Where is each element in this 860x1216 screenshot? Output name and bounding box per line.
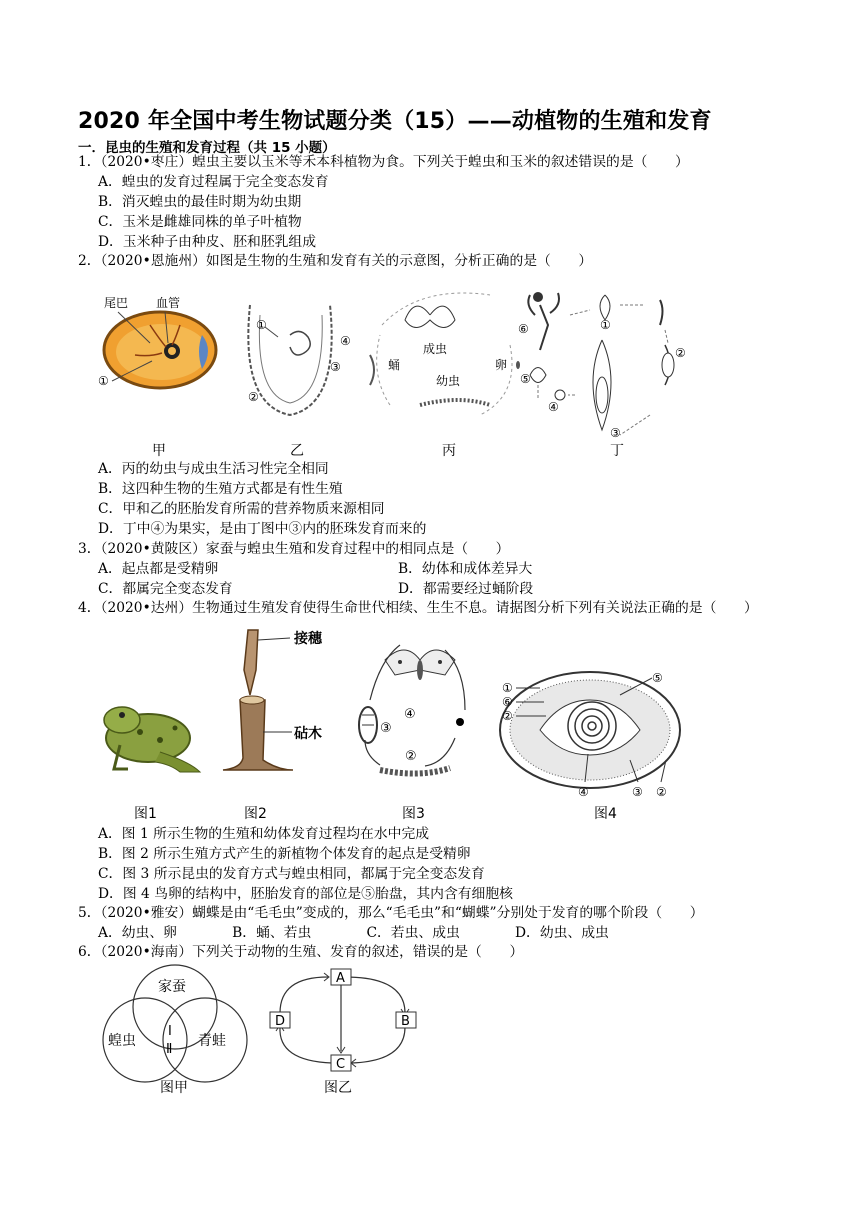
label-tu1: 图1 xyxy=(134,806,157,822)
q3-option-a: A．起点都是受精卵 xyxy=(98,561,219,577)
section-heading: 一．昆虫的生殖和发育过程（共 15 小题） xyxy=(78,140,336,156)
q4-figure xyxy=(100,620,700,825)
q1-option-c: C．玉米是雌雄同株的单子叶植物 xyxy=(98,214,302,230)
q2-stem: 2．（2020•恩施州）如图是生物的生殖和发育有关的示意图，分析正确的是（ ） xyxy=(78,253,593,269)
label-yi: 乙 xyxy=(290,443,304,459)
butterfly-cycle xyxy=(370,293,520,415)
q3-option-b: B．幼体和成体差异大 xyxy=(398,561,533,577)
q1-option-b: B．消灭蝗虫的最佳时期为幼虫期 xyxy=(98,194,302,210)
q6-figure xyxy=(100,965,440,1100)
svg-text:②: ② xyxy=(502,709,513,723)
cycle-diagram xyxy=(270,969,416,1096)
svg-text:②: ② xyxy=(405,749,417,764)
q4-option-a: A．图 1 所示生物的生殖和幼体发育过程均在水中完成 xyxy=(98,826,430,842)
svg-text:②: ② xyxy=(656,785,667,799)
label-xueguan: 血管 xyxy=(156,296,181,310)
q6-stem: 6．（2020•海南）下列关于动物的生殖、发育的叙述，错误的是（ ） xyxy=(78,944,524,960)
svg-text:④: ④ xyxy=(404,707,416,722)
q2-option-c: C．甲和乙的胚胎发育所需的营养物质来源相同 xyxy=(98,501,385,517)
q3-option-c: C．都属完全变态发育 xyxy=(98,581,233,597)
egg-diagram xyxy=(98,296,216,388)
svg-text:B: B xyxy=(401,1014,410,1029)
q1-option-d: D．玉米种子由种皮、胚和胚乳组成 xyxy=(98,234,317,250)
svg-text:②: ② xyxy=(248,390,259,404)
uterus-diagram xyxy=(248,305,351,415)
label-yong: 蛹 xyxy=(388,358,401,372)
label-tujia: 图甲 xyxy=(160,1080,188,1096)
svg-text:C: C xyxy=(336,1057,346,1072)
label-huangchong: 蝗虫 xyxy=(108,1033,136,1049)
q5-stem: 5．（2020•雅安）蝴蝶是由“毛毛虫”变成的，那么“毛毛虫”和“蝴蝶”分别处于发育的哪个阶段（ ） xyxy=(78,905,704,921)
svg-text:③: ③ xyxy=(632,785,643,799)
page-title: 2020 年全国中考生物试题分类（15）——动植物的生殖和发育 xyxy=(78,109,712,134)
svg-text:①: ① xyxy=(502,681,513,695)
q3-option-d: D．都需要经过蛹阶段 xyxy=(398,581,534,597)
q2-option-a: A．丙的幼虫与成虫生活习性完全相同 xyxy=(98,461,329,477)
venn-diagram xyxy=(103,965,247,1096)
label-luan: 卵 xyxy=(495,358,508,372)
svg-text:④: ④ xyxy=(578,785,589,799)
svg-text:⑤: ⑤ xyxy=(520,372,531,386)
svg-text:⑤: ⑤ xyxy=(652,671,663,685)
q4-option-c: C．图 3 所示昆虫的发育方式与蝗虫相同，都属于完全变态发育 xyxy=(98,866,485,882)
label-zhanmu: 砧木 xyxy=(294,726,322,742)
label-tu3: 图3 xyxy=(402,806,425,822)
frog-image xyxy=(104,707,200,772)
label-tu2: 图2 xyxy=(244,806,267,822)
label-chengchong: 成虫 xyxy=(423,342,448,356)
label-tuyi: 图乙 xyxy=(324,1080,352,1096)
svg-text:⑥: ⑥ xyxy=(502,695,513,709)
svg-text:①: ① xyxy=(256,318,267,332)
grafting-diagram xyxy=(223,630,323,770)
label-qingwa: 青蛙 xyxy=(198,1033,226,1049)
svg-text:④: ④ xyxy=(548,400,559,414)
label-youchong: 幼虫 xyxy=(436,374,461,388)
q4-stem: 4．（2020•达州）生物通过生殖发育使得生命世代相续、生生不息。请据图分析下列有关说法正确的是（ ） xyxy=(78,600,758,616)
moth-cycle xyxy=(359,645,465,774)
svg-text:①: ① xyxy=(98,374,109,388)
label-weiba: 尾巴 xyxy=(104,296,129,310)
label-jiesui: 接穗 xyxy=(294,631,322,647)
bird-egg-diagram xyxy=(500,671,680,799)
label-jia: 甲 xyxy=(152,443,166,459)
svg-text:①: ① xyxy=(600,318,611,332)
svg-text:A: A xyxy=(336,971,345,986)
label-ding: 丁 xyxy=(610,443,624,459)
q5-options: A．幼虫、卵 B．蛹、若虫 C．若虫、成虫 D．幼虫、成虫 xyxy=(98,925,609,941)
q2-option-d: D．丁中④为果实，是由丁图中③内的胚珠发育而来的 xyxy=(98,521,427,537)
plant-cycle xyxy=(518,292,686,440)
svg-text:②: ② xyxy=(675,346,686,360)
svg-text:③: ③ xyxy=(380,721,392,736)
q1-stem: 1．（2020•枣庄）蝗虫主要以玉米等禾本科植物为食。下列关于蝗虫和玉米的叙述错误的是（ ） xyxy=(78,154,689,170)
q2-option-b: B．这四种生物的生殖方式都是有性生殖 xyxy=(98,481,343,497)
svg-text:③: ③ xyxy=(330,360,341,374)
q1-option-a: A．蝗虫的发育过程属于完全变态发育 xyxy=(98,174,329,190)
label-tu4: 图4 xyxy=(594,806,617,822)
svg-text:⑥: ⑥ xyxy=(518,322,529,336)
svg-text:Ⅱ: Ⅱ xyxy=(166,1042,173,1057)
svg-text:④: ④ xyxy=(340,334,351,348)
label-bing: 丙 xyxy=(442,443,456,459)
svg-text:③: ③ xyxy=(610,426,621,440)
label-jiacan: 家蚕 xyxy=(158,979,186,995)
svg-text:Ⅰ: Ⅰ xyxy=(168,1024,172,1039)
q2-figure xyxy=(90,285,710,460)
q3-stem: 3．（2020•黄陂区）家蚕与蝗虫生殖和发育过程中的相同点是（ ） xyxy=(78,541,510,557)
q4-option-b: B．图 2 所示生殖方式产生的新植物个体发育的起点是受精卵 xyxy=(98,846,471,862)
svg-text:D: D xyxy=(275,1014,286,1029)
q4-option-d: D．图 4 鸟卵的结构中，胚胎发育的部位是⑤胎盘，其内含有细胞核 xyxy=(98,886,513,902)
